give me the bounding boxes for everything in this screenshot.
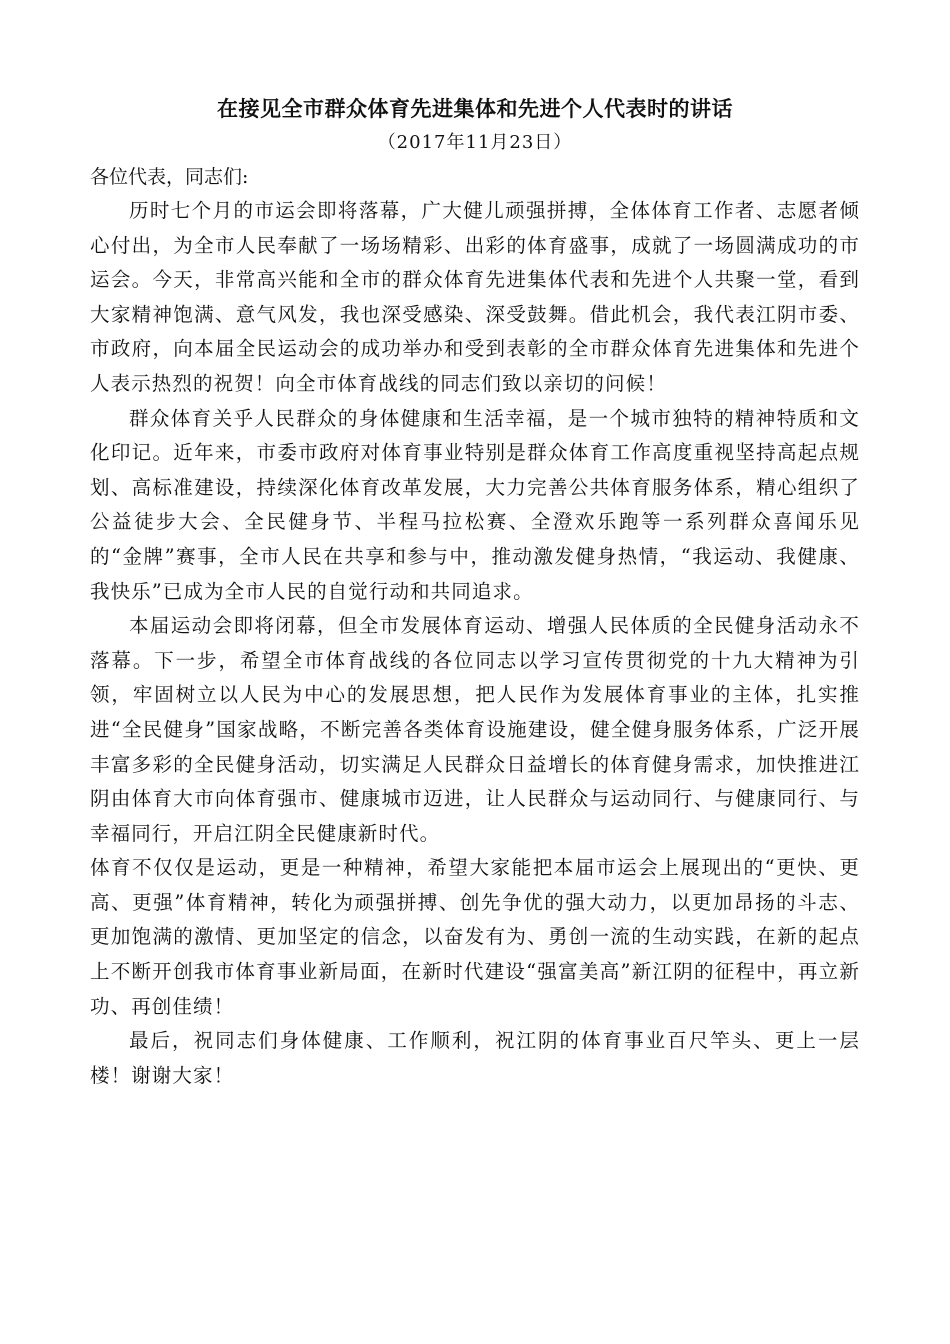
salutation: 各位代表，同志们:: [90, 166, 249, 188]
paragraph-5: 最后，祝同志们身体健康、工作顺利，祝江阴的体育事业百尺竿头、更上一层楼！谢谢大家！: [90, 1029, 860, 1087]
document-date: （2017年11月23日）: [377, 132, 573, 153]
paragraph-2: 群众体育关乎人民群众的身体健康和生活幸福，是一个城市独特的精神特质和文化印记。近年来，市委市政府对体育事业特别是群众体育工作高度重视坚持高起点规划、高标准建设，持续深化体育改革发展，大力完善公共体育服务体系，精心组织了公益徒步大会、全民健身节、半程马拉松赛、全澄欢乐跑等一系列群众喜闻乐见的“金牌”赛事，全市人民在共享和参与中，推动激发健身热情，“我运动、我健康、我快乐”已成为全市人民的自觉行动和共同追求。: [90, 406, 860, 603]
paragraph-4: 体育不仅仅是运动，更是一种精神，希望大家能把本届市运会上展现出的“更快、更高、更强”体育精神，转化为顽强拼搏、创先争优的强大动力，以更加昂扬的斗志、更加饱满的激情、更加坚定的信念，以奋发有为、勇创一流的生动实践，在新的起点上不断开创我市体育事业新局面，在新时代建设“强富美高”新江阴的征程中，再立新功、再创佳绩！: [90, 856, 860, 1018]
document-title: 在接见全市群众体育先进集体和先进个人代表时的讲话: [217, 96, 733, 121]
document-page: [90, 92, 860, 1093]
paragraph-1: 历时七个月的市运会即将落幕，广大健儿顽强拼搏，全体体育工作者、志愿者倾心付出，为全市人民奉献了一场场精彩、出彩的体育盛事，成就了一场圆满成功的市运会。今天，非常高兴能和全市的群众体育先进集体代表和先进个人共聚一堂，看到大家精神饱满、意气风发，我也深受感染、深受鼓舞。借此机会，我代表江阴市委、市政府，向本届全民运动会的成功举办和受到表彰的全市群众体育先进集体和先进个人表示热烈的祝贺！向全市体育战线的同志们致以亲切的问候！: [90, 199, 860, 395]
paragraph-3: 本届运动会即将闭幕，但全市发展体育运动、增强人民体质的全民健身活动永不落幕。下一步，希望全市体育战线的各位同志以学习宣传贯彻党的十九大精神为引领，牢固树立以人民为中心的发展思想，把人民作为发展体育事业的主体，扎实推进“全民健身”国家战略，不断完善各类体育设施建设，健全健身服务体系，广泛开展丰富多彩的全民健身活动，切实满足人民群众日益增长的体育健身需求，加快推进江阴由体育大市向体育强市、健康城市迈进，让人民群众与运动同行、与健康同行、与幸福同行，开启江阴全民健康新时代。: [90, 614, 860, 845]
